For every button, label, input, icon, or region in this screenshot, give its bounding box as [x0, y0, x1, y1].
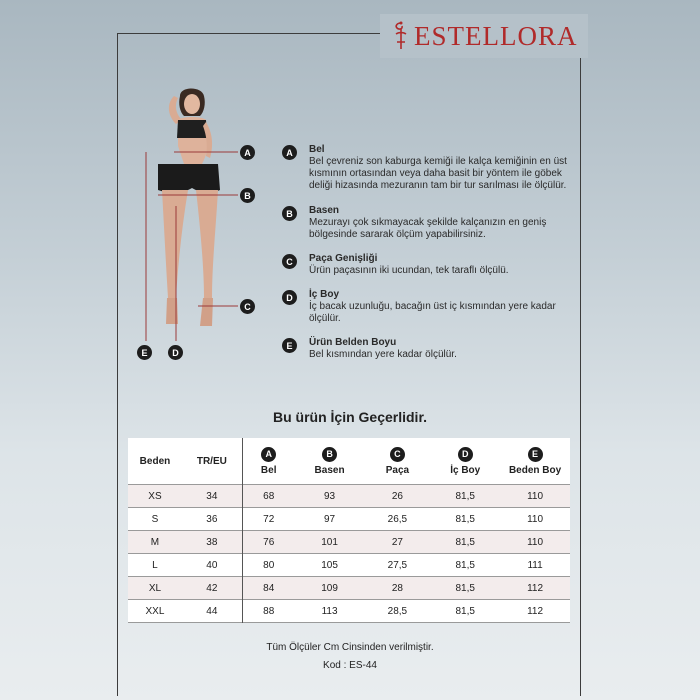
desc-c-title: Paça Genişliği [309, 253, 378, 264]
col-header-label: Paça [385, 464, 410, 476]
desc-e-text: Bel kısmından yere kadar ölçülür. [309, 349, 457, 360]
col-header-label: Basen [314, 464, 345, 476]
brand-logo [380, 14, 588, 58]
desc-b-text: Mezurayı çok sıkmayacak şekilde kalçanızın en geniş bölgesinde sararak ölçüm yapabilirsiniz. [309, 217, 547, 240]
col-header-treu [182, 438, 242, 485]
desc-c-text: Ürün paçasının iki ucundan, tek taraflı ölçülü. [309, 265, 509, 276]
desc-e-title: Ürün Belden Boyu [309, 337, 397, 348]
marker-a-figure: A [240, 145, 255, 160]
table-row [128, 600, 570, 623]
desc-d-title: İç Boy [309, 289, 340, 300]
figure-shorts [158, 164, 220, 193]
table-cell: 110 [527, 536, 544, 548]
table-heading: Bu ürün İçin Geçerlidir. [272, 409, 428, 425]
table-cell: L [152, 559, 158, 571]
figure-top [177, 120, 207, 138]
col-header-marker: A [261, 447, 276, 462]
col-header-label: Beden Boy [508, 464, 562, 476]
table-cell: XS [148, 490, 162, 502]
desc-a-marker: A [282, 145, 297, 160]
figure-left-leg [162, 190, 188, 298]
desc-b-title: Basen [309, 205, 340, 216]
col-header-marker: B [322, 447, 337, 462]
table-cell: 110 [527, 513, 544, 525]
marker-d-figure: D [168, 345, 183, 360]
table-cell: 109 [321, 582, 338, 594]
table-cell: 27 [391, 536, 403, 548]
figure-right-foot [200, 298, 213, 326]
table-cell: 26,5 [387, 513, 408, 525]
col-header-beden [128, 438, 182, 485]
table-cell: 105 [321, 559, 338, 571]
col-header-label: Beden [139, 455, 171, 467]
col-header-beden-boy [500, 438, 570, 485]
table-cell: 68 [242, 485, 294, 508]
col-header-marker: E [528, 447, 543, 462]
table-body [128, 485, 570, 623]
col-header-label: Bel [260, 464, 277, 476]
col-header-marker: D [458, 447, 473, 462]
table-cell: 26 [391, 490, 403, 502]
table-cell: 36 [206, 513, 218, 525]
col-header-marker: C [390, 447, 405, 462]
desc-c-marker: C [282, 254, 297, 269]
table-cell: XL [148, 582, 162, 594]
size-table [128, 438, 570, 623]
table-cell: 42 [206, 582, 218, 594]
table-cell: 27,5 [387, 559, 408, 571]
col-header-label: TR/EU [196, 455, 227, 467]
table-cell: 97 [324, 513, 336, 525]
table-cell: 81,5 [455, 536, 475, 548]
marker-c-figure: C [240, 299, 255, 314]
table-cell: 28,5 [387, 605, 408, 617]
table-cell: 80 [242, 554, 294, 577]
table-cell: 40 [206, 559, 218, 571]
table-cell: 28 [391, 582, 403, 594]
col-header-ic-boy [430, 438, 500, 485]
table-row [128, 577, 570, 600]
marker-e-figure: E [137, 345, 152, 360]
table-row [128, 554, 570, 577]
table-cell: 93 [324, 490, 336, 502]
table-cell: 44 [206, 605, 218, 617]
brand-emblem-icon [390, 20, 412, 52]
col-header-label: İç Boy [450, 464, 481, 476]
marker-b-figure: B [240, 188, 255, 203]
col-header-paca [364, 438, 430, 485]
table-cell: XXL [145, 605, 165, 617]
table-cell: 38 [206, 536, 218, 548]
model-figure [140, 86, 250, 361]
measurement-note: Tüm Ölçüler Cm Cinsinden verilmiştir. [266, 642, 434, 653]
table-cell: S [151, 513, 159, 525]
table-cell: 81,5 [455, 582, 475, 594]
table-cell: 111 [527, 559, 543, 571]
brand-name: ESTELLORA [414, 20, 578, 51]
desc-a-text: Bel çevreniz son kaburga kemiği ile kalça kemiğinin en üst kısmının ortasından veya daha basit bir yöntem ile göbek deliği hizasında mezuranın tam bir tur sarılması ile ölçülür. [309, 156, 567, 191]
desc-d-marker: D [282, 290, 297, 305]
table-cell: 112 [527, 582, 544, 594]
table-cell: 76 [242, 531, 294, 554]
table-header-row [128, 438, 570, 485]
table-cell: M [150, 536, 160, 548]
desc-d-text: İç bacak uzunluğu, bacağın üst iç kısmından yere kadar ölçülür. [309, 301, 556, 324]
table-cell: 34 [206, 490, 218, 502]
table-cell: 81,5 [455, 559, 475, 571]
table-row [128, 485, 570, 508]
col-header-basen [295, 438, 365, 485]
desc-e-marker: E [282, 338, 297, 353]
table-cell: 101 [321, 536, 338, 548]
col-header-bel [242, 438, 294, 485]
table-cell: 88 [242, 600, 294, 623]
desc-a-title: Bel [309, 144, 325, 155]
table-cell: 81,5 [455, 490, 475, 502]
table-cell: 81,5 [455, 513, 475, 525]
table-cell: 81,5 [455, 605, 475, 617]
table-row [128, 531, 570, 554]
table-cell: 112 [527, 605, 544, 617]
table-cell: 72 [242, 508, 294, 531]
table-cell: 113 [321, 605, 338, 617]
figure-right-leg [196, 190, 218, 298]
desc-b-marker: B [282, 206, 297, 221]
figure-head [184, 94, 200, 114]
table-cell: 84 [242, 577, 294, 600]
table-cell: 110 [527, 490, 544, 502]
table-row [128, 508, 570, 531]
product-code: Kod : ES-44 [323, 660, 377, 671]
